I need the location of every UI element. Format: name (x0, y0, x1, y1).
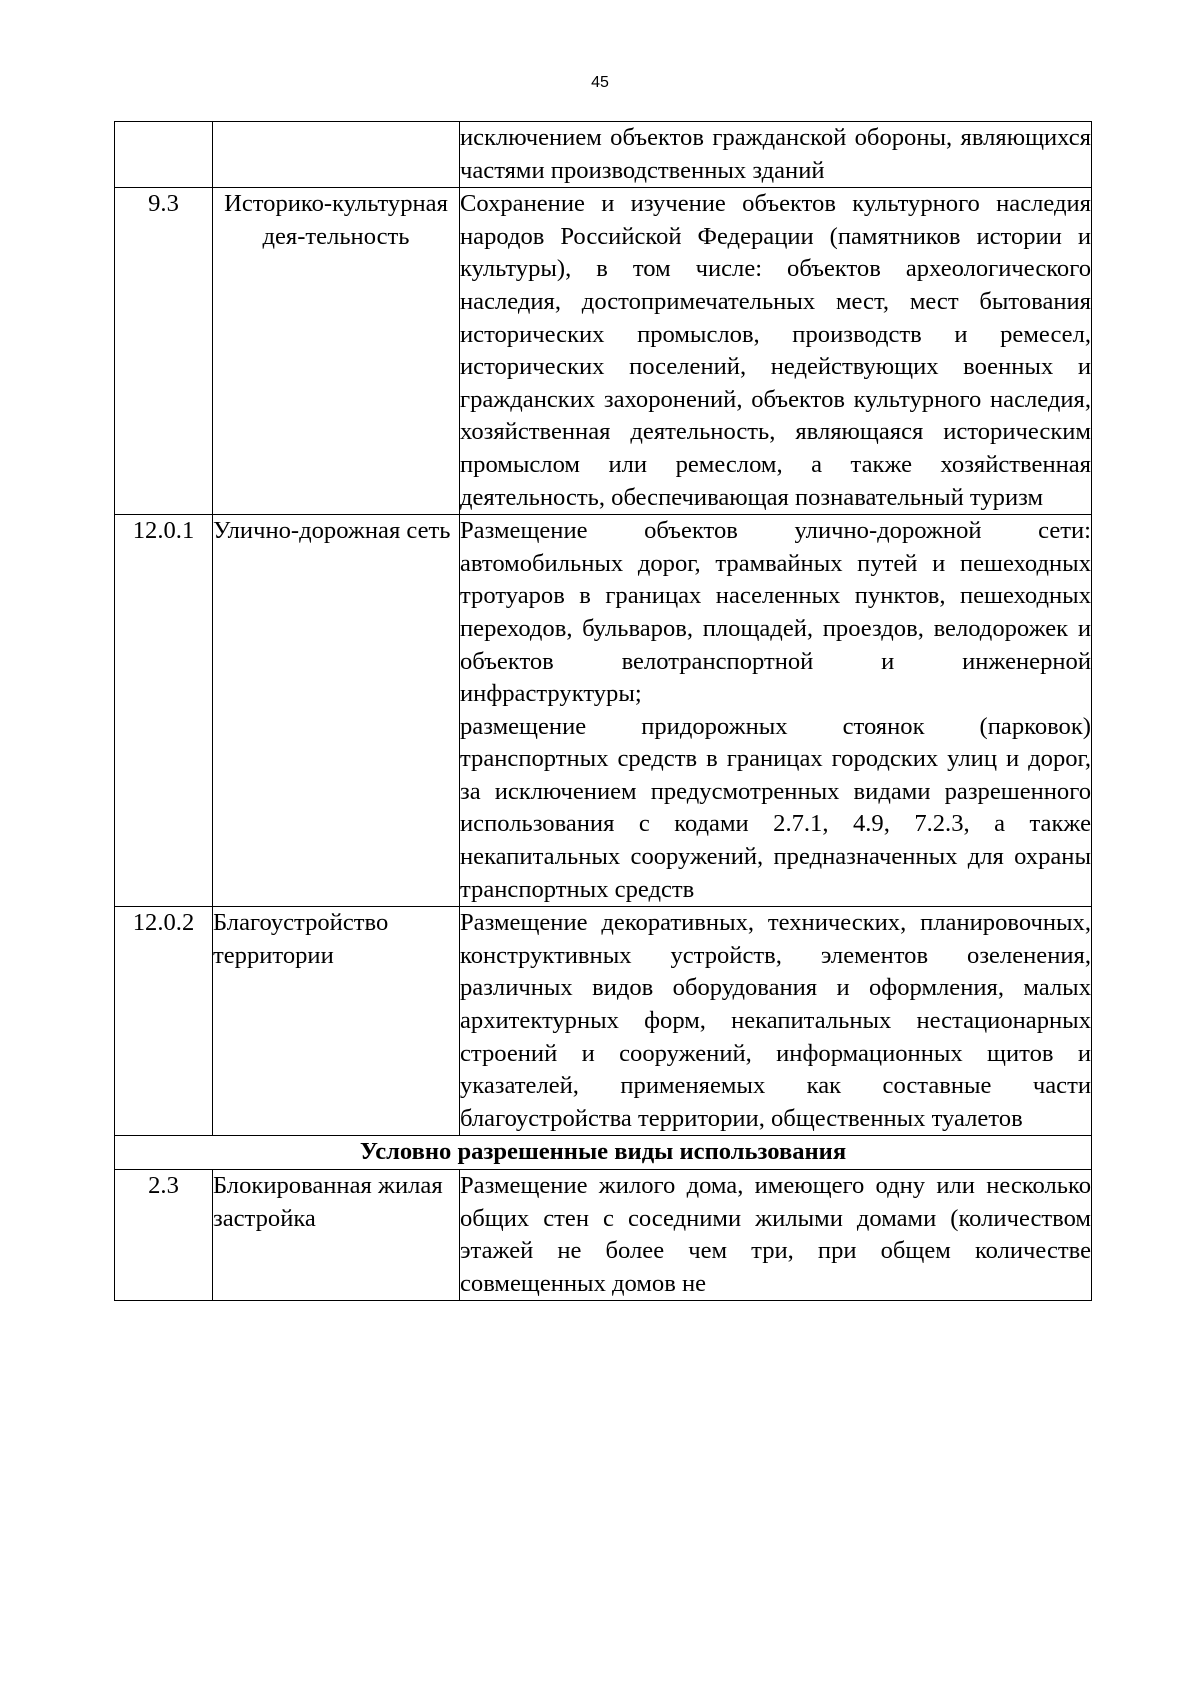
table-row (115, 515, 1092, 907)
table-row (115, 188, 1092, 515)
row-code: 12.0.1 (115, 515, 213, 907)
row-description (460, 188, 1092, 515)
row-name: Улично-дорожная сеть (213, 515, 460, 907)
description-paragraph: размещение придорожных стоянок (парковок) транспортных средств в границах городских улиц и дорог, за исключением предусмотренных видами разрешенного использования с кодами 2.7.1, 4.9, 7.2.3, а также некапитальных сооружений, предназначенных для охраны транспортных средств (460, 712, 1091, 903)
row-description (460, 122, 1092, 188)
land-use-table (114, 121, 1092, 1301)
description-paragraph: Размещение декоративных, технических, планировочных, конструктивных устройств, элементов озеленения, различных видов оборудования и оформления, малых архитектурных форм, некапитальных нестационарных строений и сооружений, информационных щитов и указателей, применяемых как составные части благоустройства территории, общественных туалетов (460, 909, 1091, 1132)
page-number: 45 (591, 74, 609, 91)
table-row (115, 1170, 1092, 1301)
row-code: 9.3 (115, 188, 213, 515)
row-code: 2.3 (115, 1170, 213, 1301)
section-heading: Условно разрешенные виды использования (115, 1136, 1092, 1170)
description-paragraph: Размещение объектов улично-дорожной сети: автомобильных дорог, трамвайных путей и пешеходных тротуаров в границах населенных пунктов, пешеходных переходов, бульваров, площадей, проездов, велодорожек и объектов велотранспортной и инженерной инфраструктуры; (460, 517, 1091, 708)
table-row (115, 907, 1092, 1136)
section-row (115, 1136, 1092, 1170)
row-description (460, 1170, 1092, 1301)
row-description (460, 907, 1092, 1136)
description-paragraph: Размещение жилого дома, имеющего одну или несколько общих стен с соседними жилыми домами (количеством этажей не более чем три, при общем количестве совмещенных домов не (460, 1172, 1091, 1297)
row-name: Блокированная жилая застройка (213, 1170, 460, 1301)
row-name: Благоустройство территории (213, 907, 460, 1136)
row-description (460, 515, 1092, 907)
description-paragraph: исключением объектов гражданской обороны, являющихся частями производственных зданий (460, 124, 1091, 184)
description-paragraph: Сохранение и изучение объектов культурного наследия народов Российской Федерации (памятников истории и культуры), в том числе: объектов археологического наследия, достопримечательных мест, мест бытования исторических промыслов, производств и ремесел, исторических поселений, недействующих военных и гражданских захоронений, объектов культурного наследия, хозяйственная деятельность, являющаяся историческим промыслом или ремеслом, а также хозяйственная деятельность, обеспечивающая познавательный туризм (460, 190, 1091, 511)
row-name (213, 122, 460, 188)
row-code: 12.0.2 (115, 907, 213, 1136)
row-code (115, 122, 213, 188)
table-row (115, 122, 1092, 188)
row-name: Историко-культурная дея-тельность (213, 188, 460, 515)
